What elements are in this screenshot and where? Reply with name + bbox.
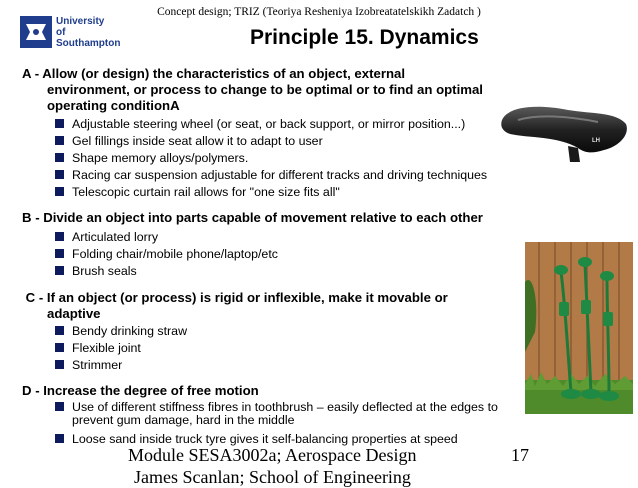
bullet-icon: [55, 249, 64, 258]
list-item: Bendy drinking straw: [55, 323, 187, 339]
list-item: Brush seals: [55, 263, 278, 279]
list-item-continuation: prevent gum damage, hard in the middle: [72, 413, 295, 427]
section-c-heading-line-1: C - If an object (or process) is rigid or inflexible, make it movable or: [22, 290, 448, 305]
list-item: Loose sand inside truck tyre gives it self-balancing properties at speed: [55, 431, 498, 447]
saddle-logo: LH: [592, 138, 600, 144]
logo-line-1: University: [56, 16, 105, 27]
list-item: Telescopic curtain rail allows for "one size fits all": [55, 184, 487, 200]
section-c-list: [55, 323, 187, 373]
section-d-heading: D - Increase the degree of free motion: [22, 383, 259, 398]
footer-module: Module SESA3002a; Aerospace Design: [128, 445, 417, 465]
bullet-icon: [55, 187, 64, 196]
slide-header: Concept design; TRIZ (Teoriya Resheniya Izobreatatelskikh Zadatch ): [157, 6, 481, 18]
section-c-heading: [22, 290, 522, 322]
bullet-icon: [55, 326, 64, 335]
bullet-icon: [55, 232, 64, 241]
bullet-icon: [55, 402, 64, 411]
section-a-heading-line-3: operating conditionA: [47, 98, 180, 113]
bullet-icon: [55, 434, 64, 443]
logo-line-2: of Southampton: [56, 27, 121, 49]
list-item: Use of different stiffness fibres in toothbrush – easily deflected at the edges to prevent gum damage, hard in the middle: [55, 401, 498, 427]
list-item: Gel fillings inside seat allow it to adapt to user: [55, 133, 487, 149]
section-c-heading-line-2: adaptive: [47, 306, 101, 321]
bullet-icon: [55, 170, 64, 179]
section-a-heading: [22, 66, 542, 114]
section-b-list: [55, 229, 278, 279]
university-logo: [18, 14, 121, 52]
section-b-heading: B - Divide an object into parts capable of movement relative to each other: [22, 210, 483, 225]
list-item: Racing car suspension adjustable for different tracks and driving techniques: [55, 167, 487, 183]
list-item: Articulated lorry: [55, 229, 278, 245]
list-item: Strimmer: [55, 357, 187, 373]
footer-author: James Scanlan; School of Engineering: [134, 467, 411, 487]
bullet-icon: [55, 343, 64, 352]
section-a-heading-line-1: A - Allow (or design) the characteristics of an object, external: [22, 66, 406, 81]
strimmer-image: [525, 242, 633, 414]
bicycle-saddle-image: [498, 98, 632, 166]
bullet-icon: [55, 119, 64, 128]
section-a-heading-line-2: environment, or process to change to be optimal or to find an optimal: [47, 82, 483, 97]
section-d-list: [55, 401, 498, 447]
bullet-icon: [55, 136, 64, 145]
list-item: Flexible joint: [55, 340, 187, 356]
section-a-list: [55, 116, 487, 200]
logo-emblem-icon: [18, 14, 54, 50]
list-item: Shape memory alloys/polymers.: [55, 150, 487, 166]
list-item: Adjustable steering wheel (or seat, or back support, or mirror position...): [55, 116, 487, 132]
slide-title: Principle 15. Dynamics: [250, 26, 479, 49]
bullet-icon: [55, 266, 64, 275]
footer-page-number: 17: [511, 445, 529, 465]
bullet-icon: [55, 153, 64, 162]
list-item: Folding chair/mobile phone/laptop/etc: [55, 246, 278, 262]
bullet-icon: [55, 360, 64, 369]
